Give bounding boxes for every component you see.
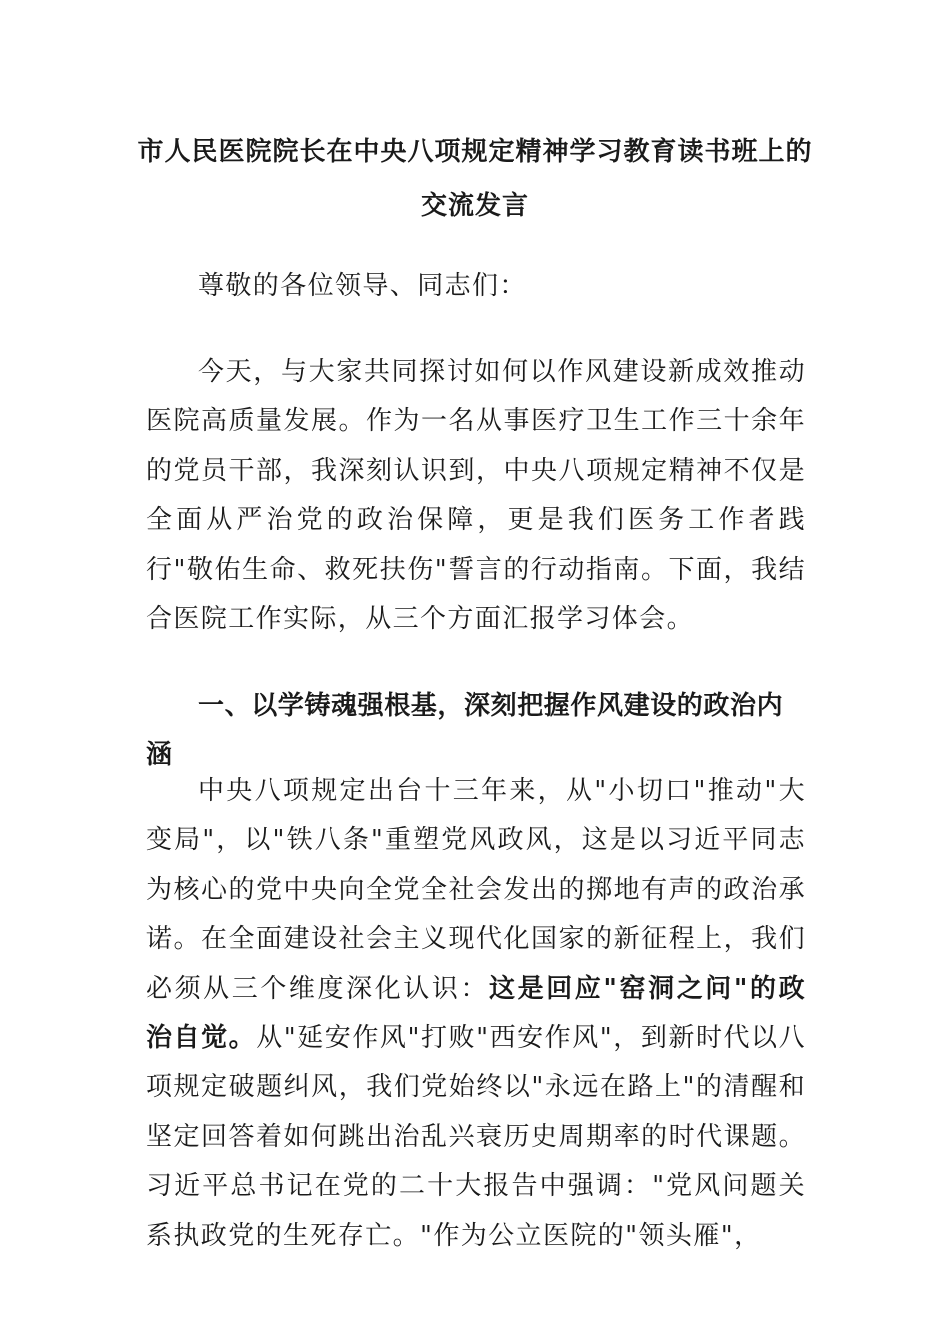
document-title-line-1: 市人民医院院长在中央八项规定精神学习教育读书班上的 [137, 137, 813, 167]
document-title-line-2: 交流发言 [420, 191, 529, 221]
paragraph-section-1-bold-statement: 这是回应"窑洞之问"的政治自觉。 [146, 973, 806, 1054]
paragraph-section-1-text-b: 从"延安作风"打败"西安作风"，到新时代以八项规定破题纠风，我们党始终以"永远在路上"的清醒和坚定回答着如何跳出治乱兴衰历史周期率的时代课题。习近平总书记在党的二十大报告中强调："党风问题关系执政党的生死存亡。"作为公立医院的"领头雁"， [146, 1023, 806, 1251]
paragraph-intro: 今天，与大家共同探讨如何以作风建设新成效推动医院高质量发展。作为一名从事医疗卫生工作三十余年的党员干部，我深刻认识到，中央八项规定精神不仅是全面从严治党的政治保障，更是我们医务工作者践行"敬佑生命、救死扶伤"誓言的行动指南。下面，我结合医院工作实际，从三个方面汇报学习体会。 [146, 357, 806, 635]
section-heading-1: 一、以学铸魂强根基，深刻把握作风建设的政治内涵 [146, 691, 784, 770]
paragraph-section-1 [146, 767, 806, 1261]
greeting: 尊敬的各位领导、同志们： [198, 271, 527, 301]
paragraph-section-1-text-a: 中央八项规定出台十三年来，从"小切口"推动"大变局"，以"铁八条"重塑党风政风，这是以习近平同志为核心的党中央向全党全社会发出的掷地有声的政治承诺。在全面建设社会主义现代化国家的新征程上，我们必须从三个维度深化认识： [146, 776, 806, 1004]
